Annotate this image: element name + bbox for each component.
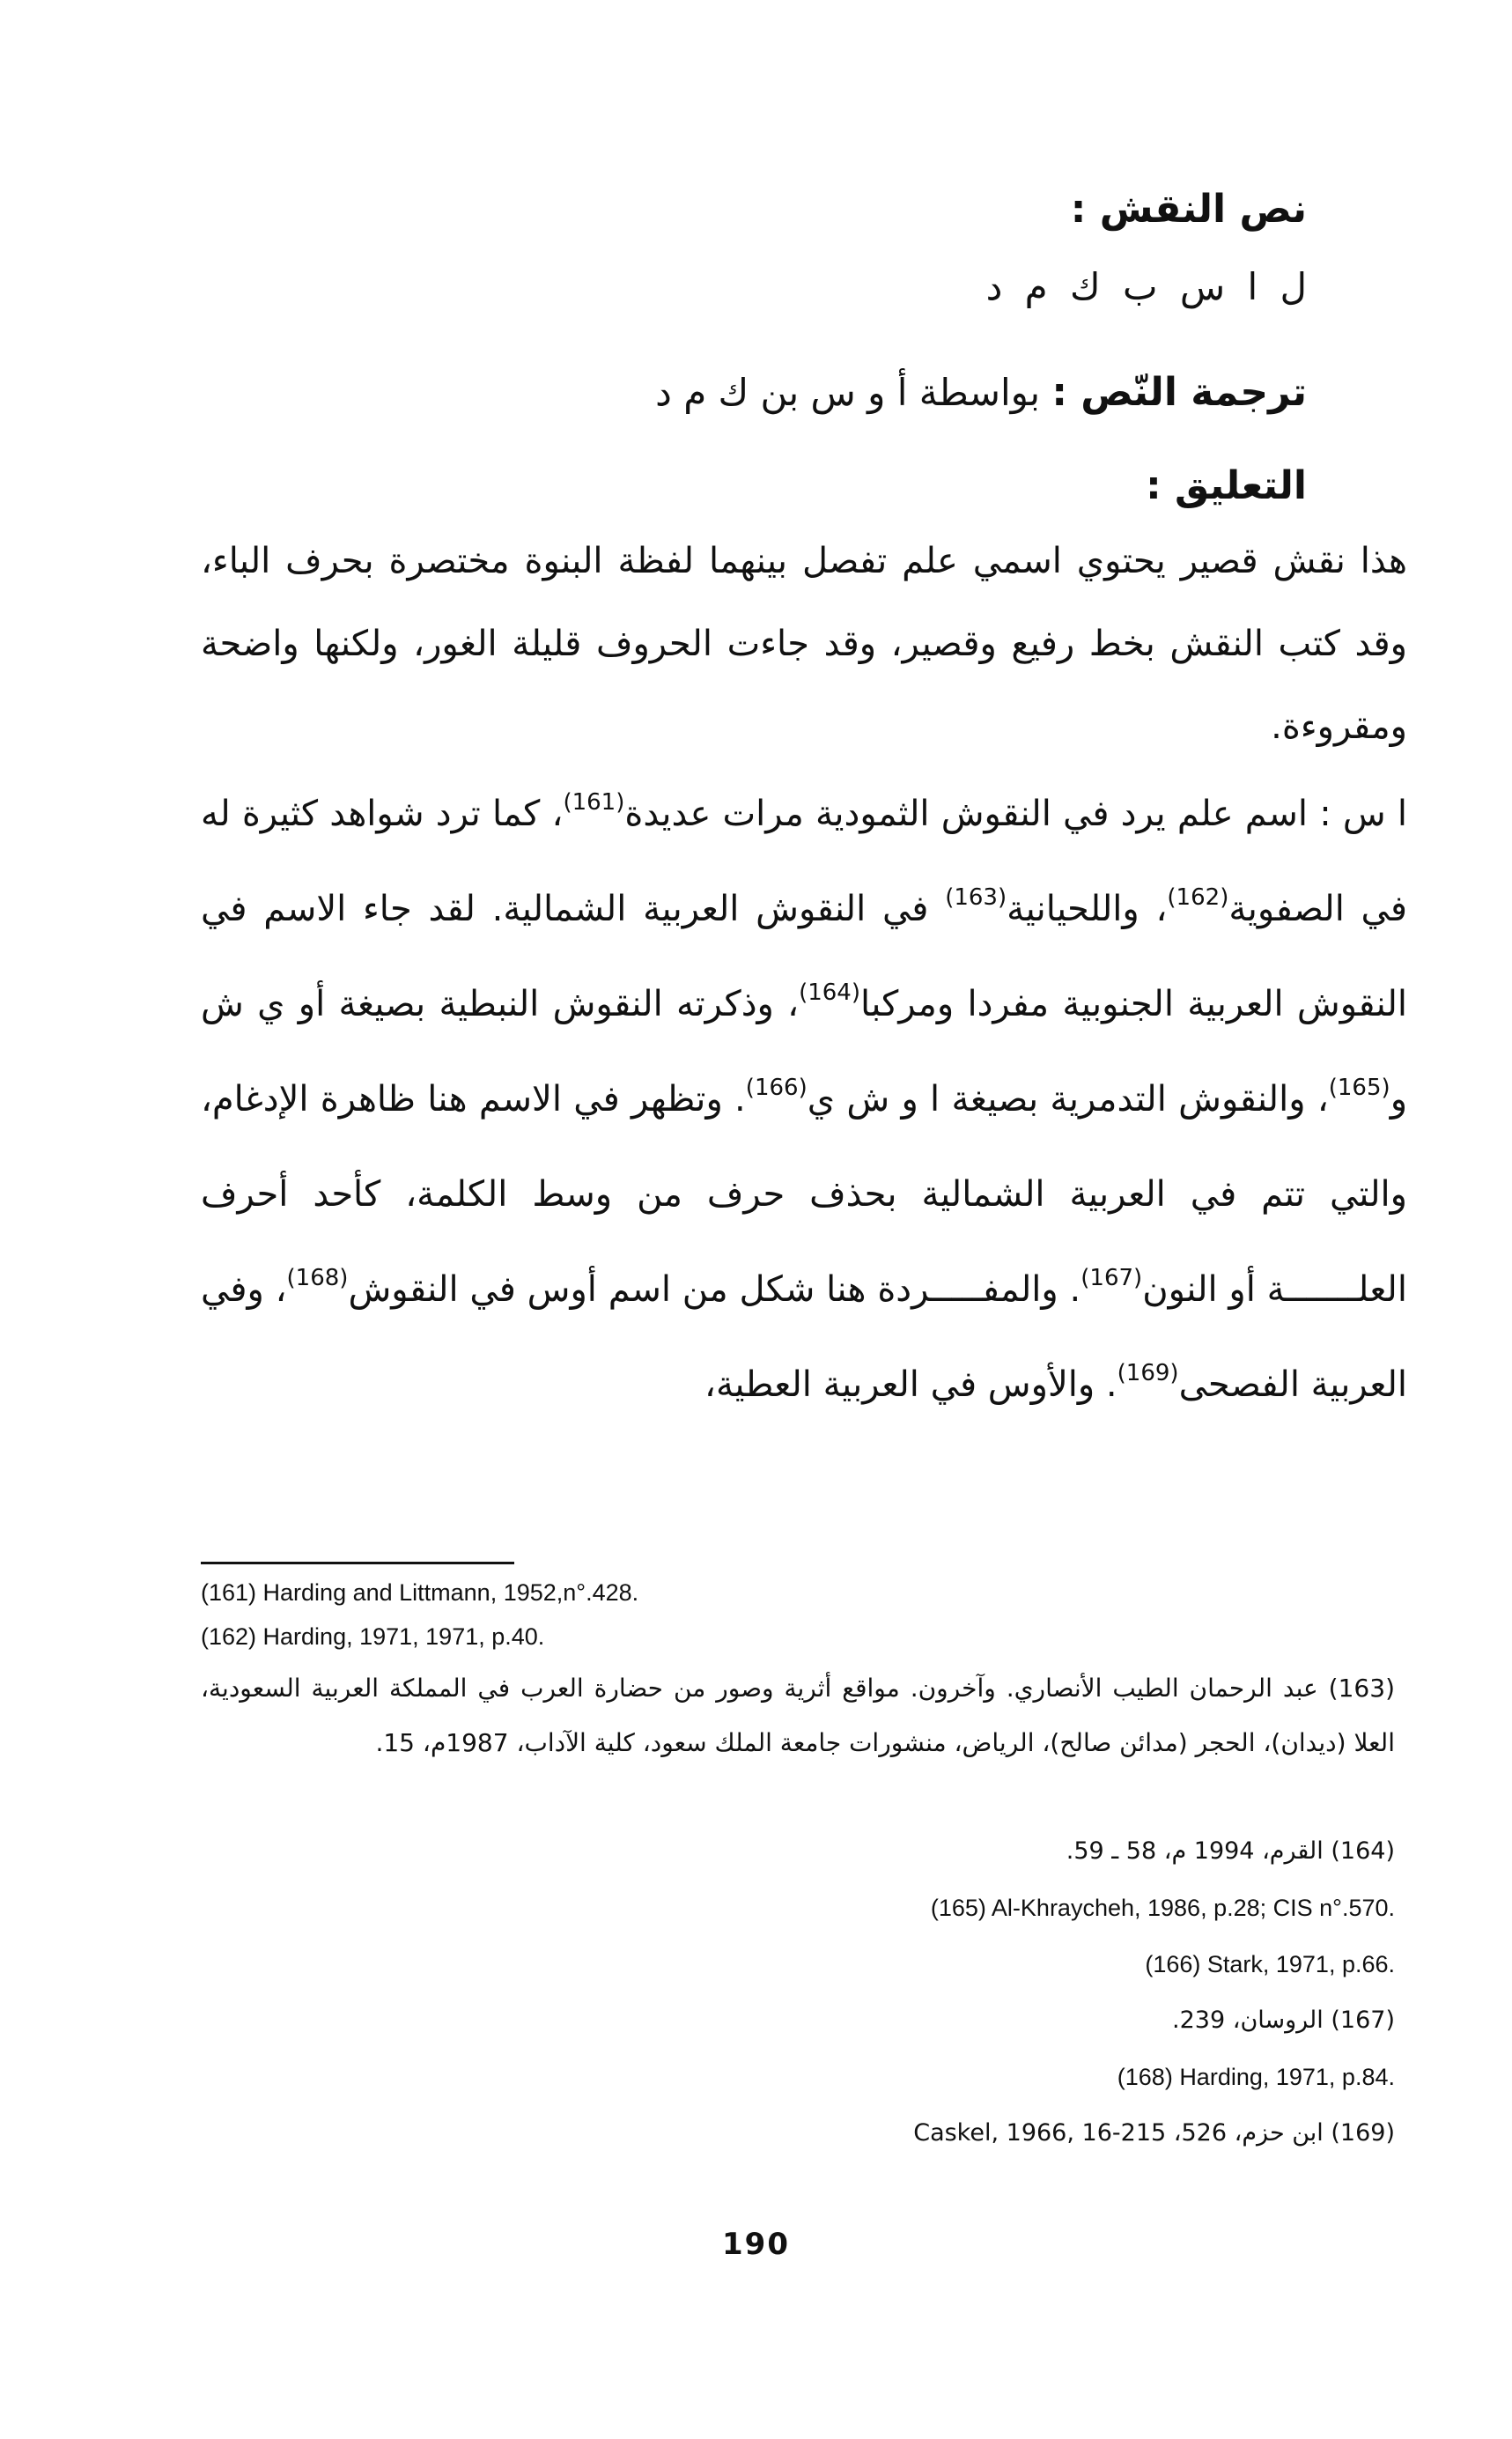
- footnote-167: (167) الروسان، 239.: [1172, 2007, 1395, 2034]
- footnote-ref-163[interactable]: (163): [945, 884, 1007, 911]
- analysis-text-7: . وتظهر في الاسم هنا ظاهرة الإدغام، والتي تتم في العربية الشمالية بحذف حرف من وسط الكلمة، كأحد أحرف العلـــــــة أو النون: [201, 1079, 1407, 1310]
- analysis-text-1: ا س : اسم علم يرد في النقوش الثمودية مرات عديدة: [624, 794, 1407, 834]
- footnote-ref-166[interactable]: (166): [745, 1075, 808, 1101]
- footnote-ref-164[interactable]: (164): [799, 979, 861, 1006]
- analysis-text-4: في النقوش العربية الشمالية. لقد جاء الاسم في النقوش العربية الجنوبية مفردا ومركبا: [201, 889, 1407, 1024]
- footnote-ref-168[interactable]: (168): [286, 1265, 349, 1291]
- footnote-ref-162[interactable]: (162): [1167, 884, 1229, 911]
- analysis-text-5: ، وذكرته النقوش النبطية بصيغة أو ي ش و: [201, 984, 1408, 1120]
- footnote-ref-169[interactable]: (169): [1117, 1360, 1179, 1386]
- footnote-separator: [201, 1562, 514, 1564]
- footnote-ref-167[interactable]: (167): [1081, 1265, 1143, 1291]
- footnote-168-text: (168) Harding, 1971, p.84.: [1117, 2064, 1395, 2090]
- footnote-ref-165[interactable]: (165): [1328, 1075, 1390, 1101]
- analysis-text-9: ، وفي العربية الفصحى: [201, 1269, 1407, 1405]
- footnote-ref-161[interactable]: (161): [563, 789, 625, 816]
- commentary-heading: التعليق :: [1146, 463, 1307, 508]
- analysis-text-8: . والمفـــــردة هنا شكل من اسم أوس في النقوش: [348, 1269, 1081, 1310]
- footnote-162: (162) Harding, 1971, 1971, p.40.: [201, 1623, 545, 1650]
- commentary-paragraph: هذا نقش قصير يحتوي اسمي علم تفصل بينهما لفظة البنوة مختصرة بحرف الباء، وقد كتب النقش بخط رفيع وقصير، وقد جاءت الحروف قليلة الغور، ولكنها واضحة ومقروءة.: [201, 541, 1407, 747]
- translation-text: بواسطة أ و س بن ك م د: [655, 371, 1041, 414]
- inscription-heading: نص النقش :: [1070, 187, 1307, 232]
- translation-line: [201, 366, 1307, 419]
- analysis-text-6: ، والنقوش التدمرية بصيغة ا و ش ي: [807, 1079, 1329, 1120]
- footnote-168: [201, 2061, 1395, 2094]
- footnote-165: [201, 1892, 1395, 1925]
- footnote-163: (163) عبد الرحمان الطيب الأنصاري. وآخرون. مواقع أثرية وصور من حضارة العرب في المملكة العربية السعودية، العلا (ديدان)، الحجر (مدائن صالح)، الرياض، منشورات جامعة الملك سعود، كلية الآداب، 1987م، 15.: [201, 1674, 1395, 1757]
- analysis-paragraph: [201, 766, 1407, 1432]
- footnote-161: (161) Harding and Littmann, 1952,n°.428.: [201, 1579, 639, 1606]
- footnote-165-text: (165) Al-Khraycheh, 1986, p.28; CIS n°.570.: [930, 1895, 1395, 1921]
- page-number: 190: [722, 2227, 790, 2262]
- inscription-letters: ل ا س ب ك م د: [985, 265, 1307, 308]
- footnote-169: (169) ابن حزم، 526، 215-16 ,Caskel, 1966: [913, 2119, 1395, 2147]
- footnote-166: [201, 1948, 1395, 1981]
- analysis-text-3: ، واللحيانية: [1007, 889, 1168, 929]
- analysis-text-10: . والأوس في العربية العطية،: [704, 1364, 1117, 1405]
- footnote-164: (164) القرم، 1994 م، 58 ـ 59.: [1066, 1837, 1395, 1865]
- analysis-text-2: ، كما ترد شواهد كثيرة له في الصفوية: [201, 794, 1408, 929]
- footnote-166-text: (166) Stark, 1971, p.66.: [1145, 1951, 1395, 1977]
- translation-label: ترجمة النّص :: [1051, 370, 1307, 415]
